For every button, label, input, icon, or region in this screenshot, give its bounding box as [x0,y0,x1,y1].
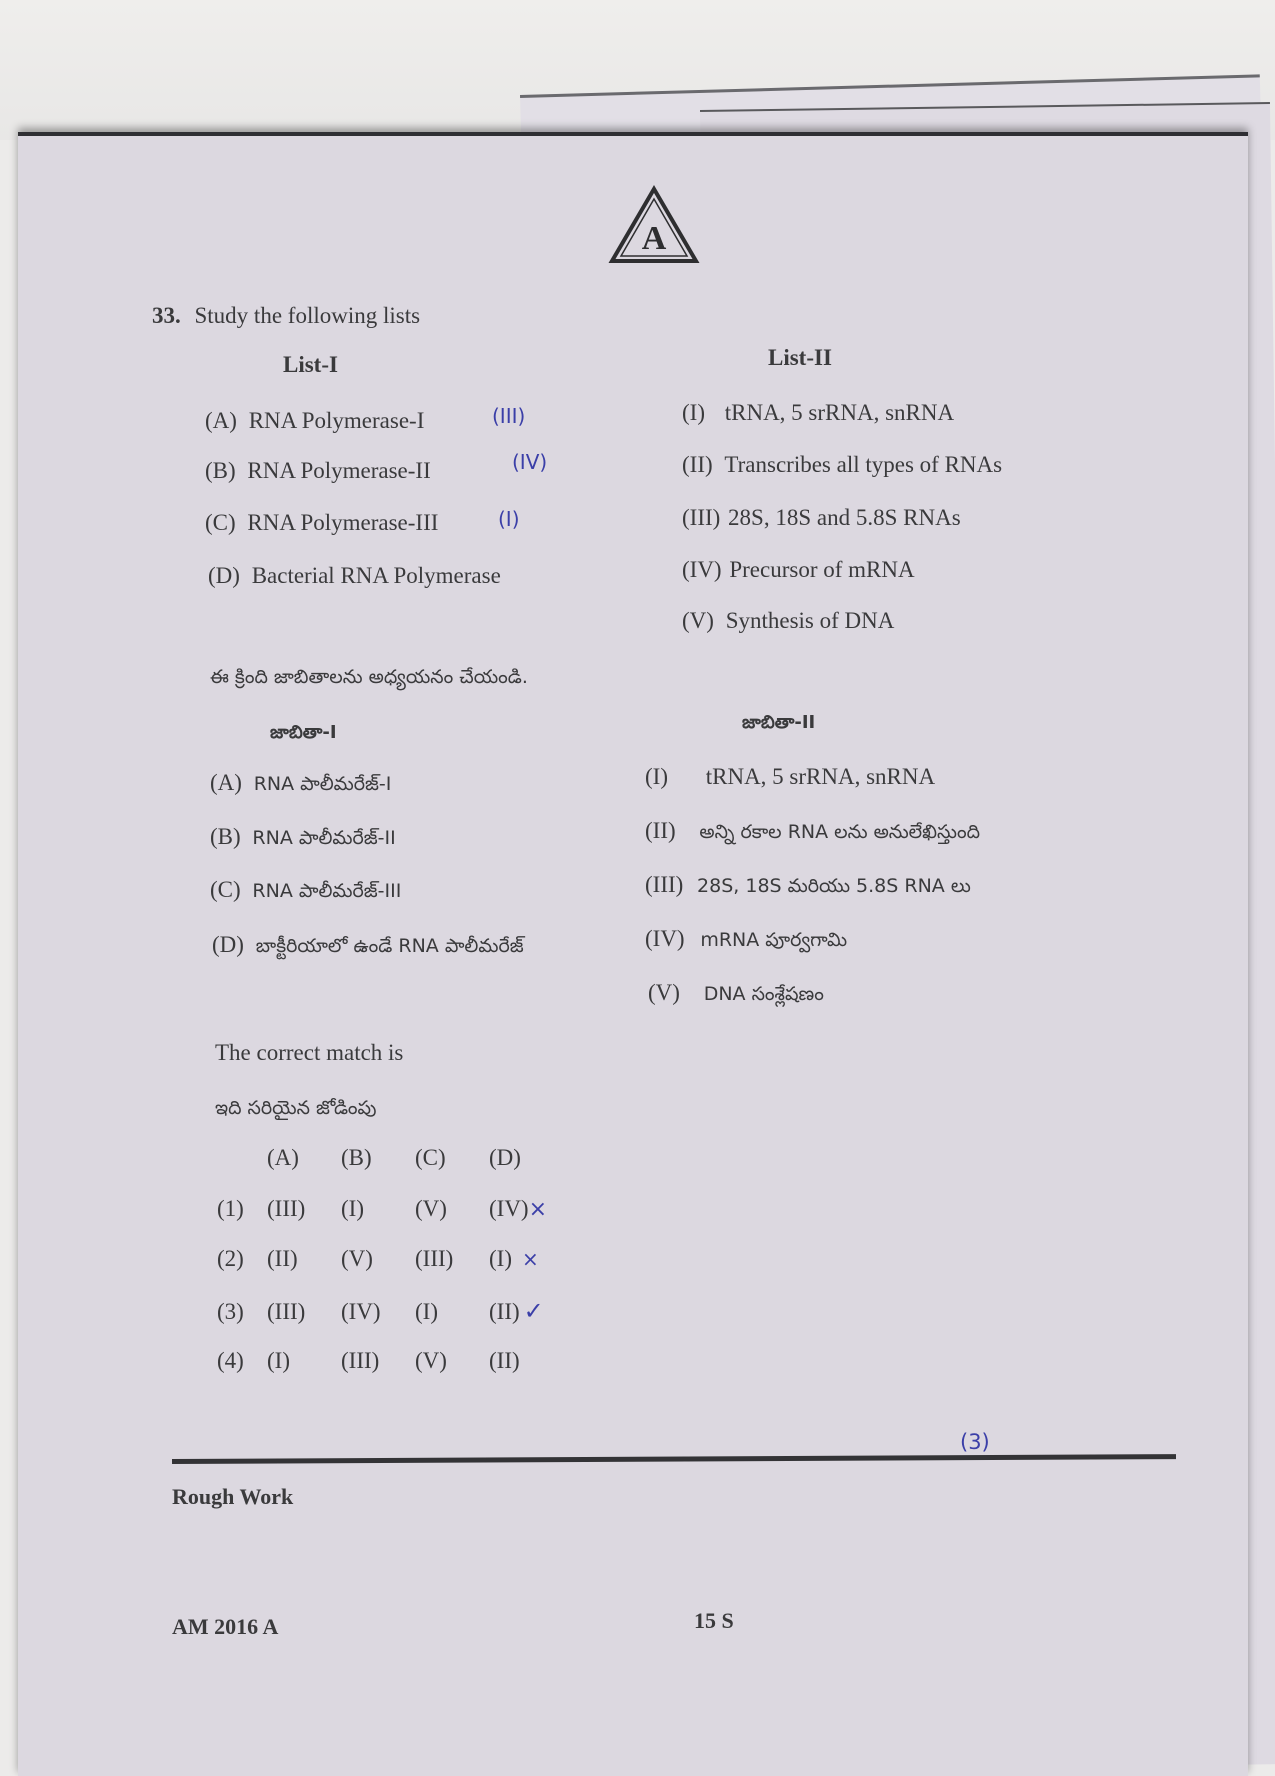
answer-header: (A) (B) (C) (D) [267,1145,521,1170]
question-header [152,303,420,329]
list2-heading-te: జాబితా-II [742,712,816,733]
list2-item-iv: (IV) Precursor of mRNA [682,557,915,582]
checkmark-icon: ✓ [523,1297,544,1325]
correct-match-te: ఇది సరియైన జోడింపు [215,1097,377,1119]
list2-item-v: (V) Synthesis of DNA [682,608,895,633]
series-triangle-icon [608,185,700,265]
list1-heading-te: జాబితా-I [270,722,337,743]
list2-te-item-iv: (IV) mRNA పూర్వగామి [645,926,848,951]
answer-option-2[interactable]: (2) (II) (V) (III) (I) × [217,1246,539,1271]
list1-te-item-a: (A) RNA పాలీమరేజ్-I [210,770,392,795]
list1-item-a: (A) RNA Polymerase-I [205,408,425,433]
question-prompt-te: ఈ క్రింది జాబితాలను అధ్యయనం చేయండి. [210,666,528,688]
rough-work-label: Rough Work [172,1484,294,1509]
list1-item-c: (C) RNA Polymerase-III [205,510,439,535]
list2-heading-en: List-II [768,345,832,370]
list1-te-item-b: (B) RNA పాలీమరేజ్-II [210,824,396,849]
list2-te-item-ii: (II) అన్ని రకాల RNA లను అనులేఖిస్తుంది [645,818,981,843]
wrong-mark-icon: × [521,1247,539,1271]
answer-option-1[interactable]: (1) (III) (I) (V) (IV)× [217,1196,548,1222]
question-number: 33. [152,303,181,328]
list2-item-iii: (III) 28S, 18S and 5.8S RNAs [682,505,961,530]
list1-heading-en: List-I [283,352,338,377]
list1-item-b: (B) RNA Polymerase-II [205,458,431,483]
wrong-mark-icon: × [528,1197,548,1222]
list1-item-d: (D) Bacterial RNA Polymerase [208,563,501,588]
answer-option-3[interactable]: (3) (III) (IV) (I) (II) ✓ [217,1297,544,1325]
list1-te-item-d: (D) బాక్టీరియాలో ఉండే RNA పాలీమరేజ్ [212,932,524,957]
list1-te-item-c: (C) RNA పాలీమరేజ్-III [210,877,402,902]
list2-item-ii: (II) Transcribes all types of RNAs [682,452,1003,477]
list2-te-item-i: (I) tRNA, 5 srRNA, snRNA [645,764,936,789]
answer-option-4[interactable]: (4) (I) (III) (V) (II) [217,1348,520,1373]
list2-item-i: (I) tRNA, 5 srRNA, snRNA [682,400,955,425]
handwritten-note-c: (I) [498,507,520,531]
list2-te-item-v: (V) DNA సంశ్లేషణం [648,980,824,1005]
booklet-code: AM 2016 A [172,1614,279,1639]
handwritten-note-b: (IV) [512,450,548,474]
handwritten-note-a: (III) [492,404,526,428]
list2-te-item-iii: (III) 28S, 18S మరియు 5.8S RNA లు [645,872,971,897]
exam-page [18,132,1248,1776]
question-prompt-en: Study the following lists [194,303,421,328]
series-letter: A [641,220,667,257]
correct-match-en: The correct match is [215,1040,404,1065]
handwritten-answer: (3) [960,1430,990,1454]
page-number: 15 S [694,1608,734,1633]
